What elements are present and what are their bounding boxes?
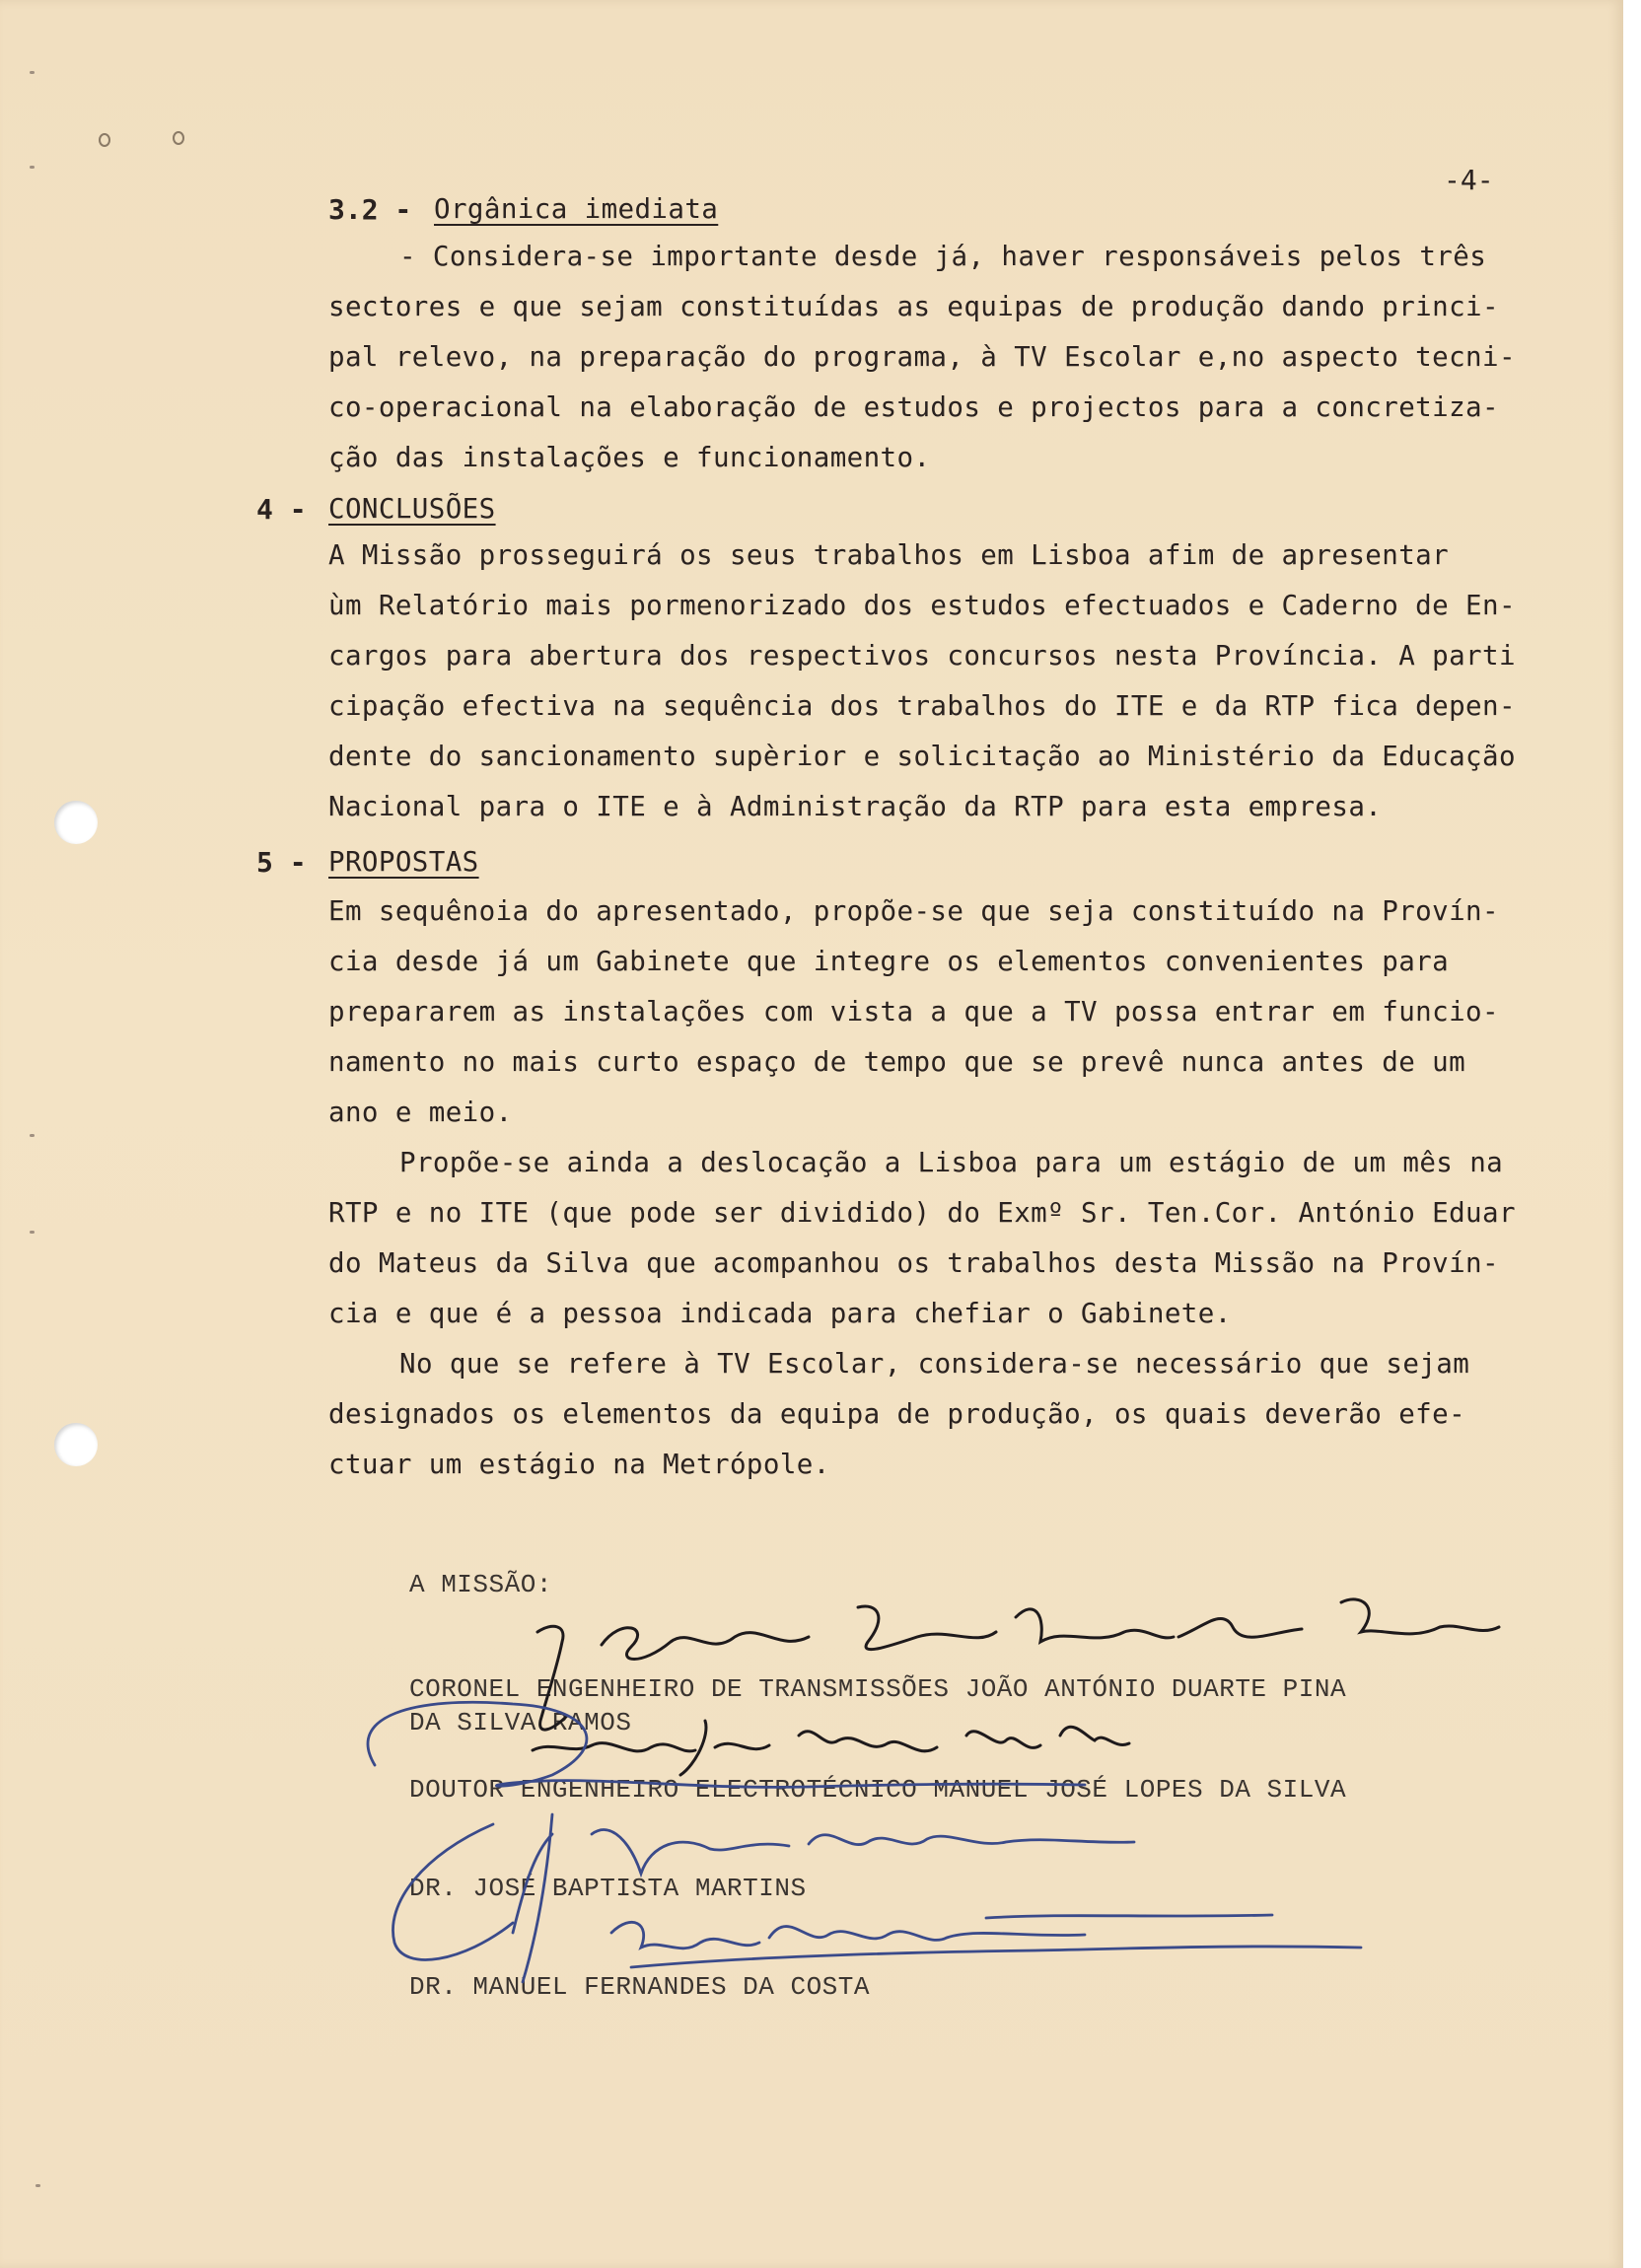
staple-mark-right xyxy=(173,131,184,145)
section-3-2-number: 3.2 - xyxy=(328,193,412,226)
paragraph-line: prepararem as instalações com vista a que a TV possa entrar em funcio- xyxy=(328,996,1499,1028)
paragraph-line: cia e que é a pessoa indicada para chefiar o Gabinete. xyxy=(328,1298,1232,1329)
paragraph-line: pal relevo, na preparação do programa, à TV Escolar e,no aspecto tecni- xyxy=(328,341,1516,373)
paragraph-line: designados os elementos da equipa de produção, os quais deverão efe- xyxy=(328,1398,1466,1430)
page-number: -4- xyxy=(1444,164,1494,196)
punch-hole-bottom xyxy=(54,1423,98,1466)
staple-mark-left xyxy=(99,133,110,147)
paragraph-line: RTP e no ITE (que pode ser dividido) do Exmº Sr. Ten.Cor. António Eduar xyxy=(328,1197,1516,1229)
paragraph-line: No que se refere à TV Escolar, considera-se necessário que sejam xyxy=(399,1348,1470,1380)
paragraph-line: ùm Relatório mais pormenorizado dos estudos efectuados e Caderno de En- xyxy=(328,590,1516,621)
paragraph-line: sectores e que sejam constituídas as equipas de produção dando princi- xyxy=(328,291,1499,322)
signatory-3: DR. JOSÉ BAPTISTA MARTINS xyxy=(409,1874,807,1903)
paper-speck xyxy=(36,2184,40,2187)
paragraph-line: cia desde já um Gabinete que integre os elementos convenientes para xyxy=(328,946,1450,977)
section-3-2-heading: Orgânica imediata xyxy=(434,193,719,225)
paragraph-line: dente do sancionamento supèrior e solicitação ao Ministério da Educação xyxy=(328,741,1516,772)
section-4-heading: CONCLUSÕES xyxy=(328,493,496,525)
paragraph-line: - Considera-se importante desde já, haver responsáveis pelos três xyxy=(399,241,1487,272)
paragraph-line: ano e meio. xyxy=(328,1097,513,1128)
paragraph-line: namento no mais curto espaço de tempo que se prevê nunca antes de um xyxy=(328,1046,1466,1078)
paragraph-line: ção das instalações e funcionamento. xyxy=(328,442,931,473)
paragraph-line: ctuar um estágio na Metrópole. xyxy=(328,1449,830,1480)
paper-speck xyxy=(30,1231,35,1234)
punch-hole-top xyxy=(54,801,98,844)
mission-label: A MISSÃO: xyxy=(409,1570,552,1599)
paper-speck xyxy=(30,1134,35,1137)
paragraph-line: co-operacional na elaboração de estudos e projectos para a concretiza- xyxy=(328,391,1499,423)
paragraph-line: Nacional para o ITE e à Administração da RTP para esta empresa. xyxy=(328,791,1383,822)
paragraph-line: cargos para abertura dos respectivos concursos nesta Província. A parti xyxy=(328,640,1516,672)
section-5-number: 5 - xyxy=(256,846,307,879)
paragraph-line: Em sequênoia do apresentado, propõe-se que seja constituído na Provín- xyxy=(328,895,1499,927)
section-5-heading: PROPOSTAS xyxy=(328,846,479,878)
paragraph-line: do Mateus da Silva que acompanhou os trabalhos desta Missão na Provín- xyxy=(328,1247,1499,1279)
signatory-1-line-2: DA SILVA RAMOS xyxy=(409,1708,632,1737)
paragraph-line: A Missão prosseguirá os seus trabalhos em Lisboa afim de apresentar xyxy=(328,539,1450,571)
paragraph-line: cipação efectiva na sequência dos trabalhos do ITE e da RTP fica depen- xyxy=(328,690,1516,722)
signature-black-1 xyxy=(537,1599,1499,1730)
section-4-number: 4 - xyxy=(256,493,307,526)
paper-speck xyxy=(30,166,35,169)
signatory-1-line-1: CORONEL ENGENHEIRO DE TRANSMISSÕES JOÃO ANTÓNIO DUARTE PINA xyxy=(409,1674,1347,1704)
paragraph-line: Propõe-se ainda a deslocação a Lisboa para um estágio de um mês na xyxy=(399,1147,1504,1178)
signatory-4: DR. MANUEL FERNANDES DA COSTA xyxy=(409,1972,870,2002)
paper-speck xyxy=(30,71,35,74)
signatory-2: DOUTOR ENGENHEIRO ELECTROTÉCNICO MANUEL JOSÉ LOPES DA SILVA xyxy=(409,1775,1347,1805)
